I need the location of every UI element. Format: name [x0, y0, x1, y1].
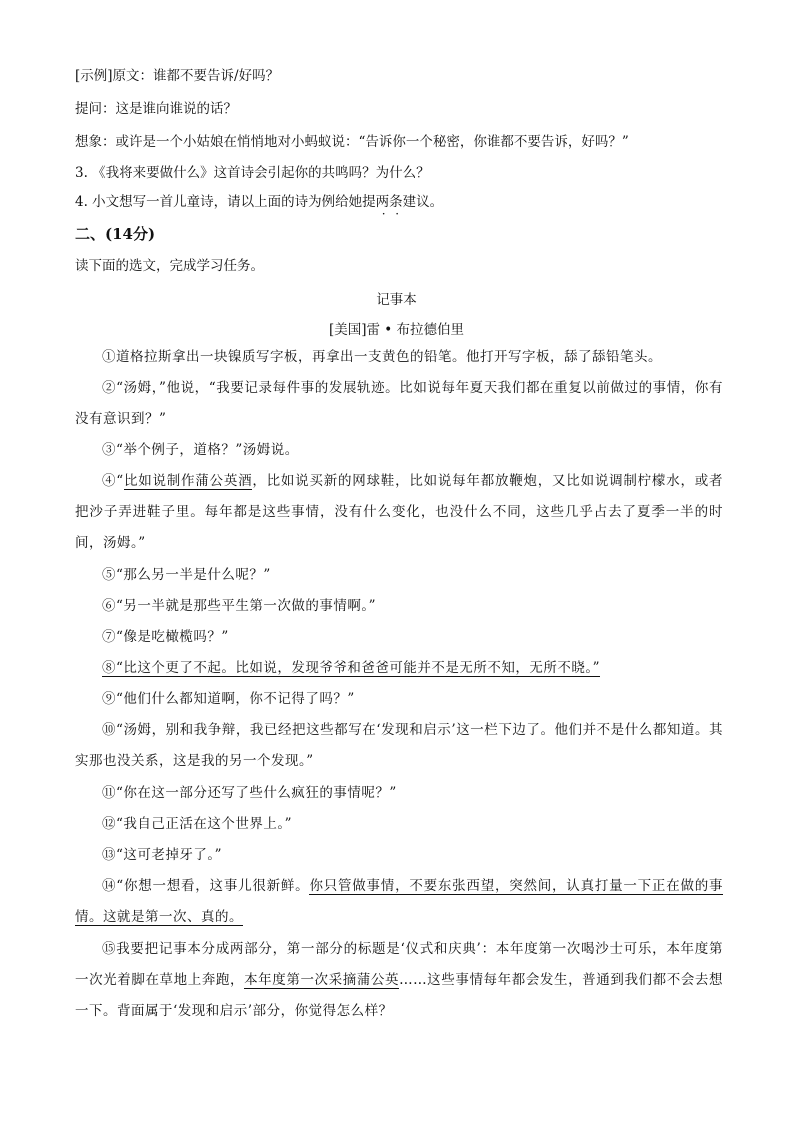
paragraph-11: ⑪“你在这一部分还写了些什么疯狂的事情呢？” [102, 785, 397, 801]
paragraph-4-open: ④“ [102, 473, 124, 489]
paragraph-13: ⑬“这可老掉牙了。” [102, 847, 223, 863]
paragraph-2: ②“汤姆，”他说，“我要记录每件事的发展轨迹。比如说每年夏天我们都在重复以前做过的事情，你有没有意识到？” [75, 380, 723, 427]
paragraph-7: ⑦“像是吃橄榄吗？” [102, 629, 229, 645]
underlined-phrase: 比如说制作蒲公英酒 [123, 473, 253, 489]
story-author: [美国]雷 • 布拉德伯里 [328, 322, 465, 338]
question-4-text: 4. 小文想写一首儿童诗，请以上面的诗为例给她提 [75, 194, 376, 210]
paragraph-4 [75, 466, 723, 559]
question-4 [75, 192, 443, 212]
paragraph-15-rest: ……这些事情每年都会发生，普通到我们都不会去想一下。背面属于‘发现和启示’部分，你觉得怎么样？ [75, 972, 724, 1019]
emphasis-char: 两 [375, 194, 390, 210]
paragraph-9: ⑨“他们什么都知道啊，你不记得了吗？” [102, 691, 355, 707]
paragraph-15-open: ⑮我要把记事本分成两部分，第一部分的标题是‘仪式和庆典’：本年度第一次喝沙士可乐，本年度第一次光着脚在草地上奔跑， [75, 941, 723, 988]
paragraph-3: ③“举个例子，道格？”汤姆说。 [102, 442, 299, 458]
example-line: [示例]原文：谁都不要告诉/好吗？ [75, 68, 280, 84]
imagine-line: 想象：或许是一个小姑娘在悄悄地对小蚂蚁说：“告诉你一个秘密，你谁都不要告诉，好吗？” [75, 134, 629, 150]
emphasis-char: 条 [389, 194, 403, 210]
underlined-phrase: 本年度第一次采摘蒲公英 [244, 972, 400, 988]
paragraph-14-open: ⑭“你想一想看，这事儿很新鲜。 [102, 878, 310, 894]
paragraph-10: ⑩“汤姆，别和我争辩，我已经把这些都写在‘发现和启示’这一栏下边了。他们并不是什么都知道。其实那也没关系，这是我的另一个发现。” [75, 722, 723, 769]
paragraph-12: ⑫“我自己正活在这个世界上。” [102, 816, 293, 832]
question-3: 3. 《我将来要做什么》这首诗会引起你的共鸣吗？为什么？ [75, 165, 430, 181]
section-heading: 二、(14分) [75, 225, 156, 243]
story-title: 记事本 [376, 292, 417, 308]
paragraph-14 [75, 871, 723, 933]
paragraph-15 [75, 934, 723, 1027]
paragraph-1: ①道格拉斯拿出一块镍质写字板，再拿出一支黄色的铅笔。他打开写字板，舔了舔铅笔头。 [102, 349, 662, 365]
paragraph-6: ⑥“另一半就是那些平生第一次做的事情啊。” [102, 598, 377, 614]
question-4-text-end: 建议。 [402, 194, 444, 210]
underlined-sentence: ⑧“比这个更了不起。比如说，发现爷爷和爸爸可能并不是无所不知，无所不晓。” [102, 660, 601, 676]
section-instruction: 读下面的选文，完成学习任务。 [75, 258, 264, 274]
paragraph-4-rest: ，比如说买新的网球鞋，比如说每年都放鞭炮，又比如说调制柠檬水，或者把沙子弄进鞋子里。每年都是这些事情，没有什么变化，也没什么不同，这些几乎占去了夏季一半的时间，汤姆。” [75, 473, 724, 551]
paragraph-5: ⑤“那么另一半是什么呢？” [102, 567, 271, 583]
ask-line: 提问：这是谁向谁说的话？ [75, 101, 237, 117]
paragraph-8 [75, 653, 723, 684]
underlined-sentence: 你只管做事情，不要东张西望，突然间，认真打量一下正在做的事情。这就是第一次、真的。 [75, 878, 724, 925]
